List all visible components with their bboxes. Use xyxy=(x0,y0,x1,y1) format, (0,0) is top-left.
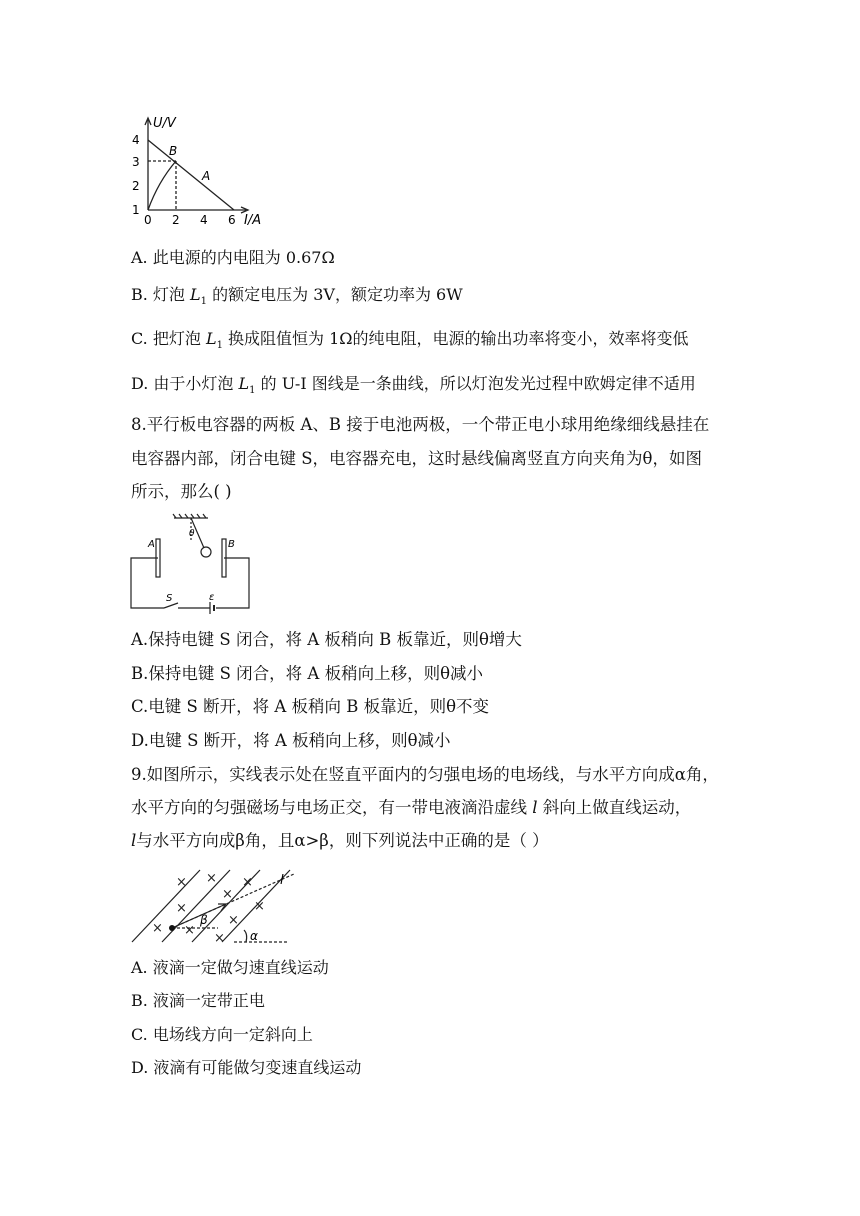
q9-stem-line2 xyxy=(131,798,691,818)
ui-graph-figure xyxy=(128,112,288,227)
q9-stem-line3-var: l xyxy=(131,831,137,850)
label-beta: β xyxy=(200,913,208,927)
q8-option-b: B.保持电键 S 闭合，将 A 板稍向上移，则θ减小 xyxy=(131,664,484,683)
charged-ball xyxy=(201,547,211,557)
q7-option-d-pre: D. 由于小灯泡 xyxy=(131,374,239,393)
q7-option-c-pre: C. 把灯泡 xyxy=(131,329,206,348)
alpha-arc xyxy=(244,930,247,942)
q9-stem-line3 xyxy=(131,831,549,851)
q7-option-b xyxy=(131,285,463,312)
q7-option-d-sub: 1 xyxy=(249,385,256,397)
cross: × xyxy=(214,931,225,946)
fig2-label-theta: θ xyxy=(189,529,195,539)
q8-option-a: A.保持电键 S 闭合，将 A 板稍向 B 板靠近，则θ增大 xyxy=(131,630,522,649)
wire-left xyxy=(131,558,164,608)
cross: × xyxy=(184,923,195,938)
q7-option-d-post: 的 U-I 图线是一条曲线，所以灯泡发光过程中欧姆定律不适用 xyxy=(255,374,696,393)
q7-option-c-var: L xyxy=(205,329,217,348)
cross: × xyxy=(176,901,187,916)
q7-option-b-post: 的额定电压为 3V，额定功率为 6W xyxy=(207,285,463,304)
q7-option-b-sub: 1 xyxy=(200,296,208,308)
wire-right xyxy=(216,558,249,608)
x-tick-0: 0 xyxy=(144,213,152,227)
q9-option-b: B. 液滴一定带正电 xyxy=(131,991,265,1010)
q8-option-d: D.电键 S 断开，将 A 板稍向上移，则θ减小 xyxy=(131,731,451,750)
q7-option-a: A. 此电源的内电阻为 0.67Ω xyxy=(131,248,335,267)
point-B-label: B xyxy=(169,144,178,158)
q7-option-b-var: L xyxy=(190,285,201,304)
q7-option-c-post: 换成阻值恒为 1Ω的纯电阻，电源的输出功率将变小，效率将变低 xyxy=(222,329,689,348)
crossed-fields-figure xyxy=(128,866,304,948)
q9-stem-line1: 9.如图所示，实线表示处在竖直平面内的匀强电场的电场线，与水平方向成α角， xyxy=(131,765,719,784)
droplet xyxy=(169,925,175,931)
q7-option-b-pre: B. 灯泡 xyxy=(131,285,191,304)
x-tick-4: 4 xyxy=(200,213,208,227)
curve-B xyxy=(148,161,176,210)
q9-stem-line2-pre: 水平方向的匀强磁场与电场正交，有一带电液滴沿虚线 xyxy=(131,798,533,817)
cross: × xyxy=(206,871,217,886)
q9-option-c: C. 电场线方向一定斜向上 xyxy=(131,1025,313,1044)
cross: × xyxy=(222,887,233,902)
y-tick-2: 2 xyxy=(132,179,140,193)
q8-stem-line1: 8.平行板电容器的两板 A、B 接于电池两极，一个带正电小球用绝缘细线悬挂在 xyxy=(131,415,710,434)
x-tick-6: 6 xyxy=(228,213,236,227)
y-axis-label: U/V xyxy=(153,116,176,131)
q7-option-d-var: L xyxy=(238,374,250,393)
x-axis-label: I/A xyxy=(244,213,262,227)
y-tick-3: 3 xyxy=(132,155,140,169)
label-alpha: α xyxy=(250,929,258,943)
q9-stem-line3-post: 与水平方向成β角，且α>β，则下列说法中正确的是（ ） xyxy=(136,831,549,850)
x-tick-2: 2 xyxy=(172,213,180,227)
fig2-label-S: S xyxy=(166,593,173,604)
q9-option-a: A. 液滴一定做匀速直线运动 xyxy=(131,958,329,977)
capacitor-circuit-figure xyxy=(128,512,252,614)
q9-stem-line2-var: l xyxy=(532,798,538,817)
q9-option-d: D. 液滴有可能做匀变速直线运动 xyxy=(131,1058,362,1077)
y-tick-1: 1 xyxy=(132,203,140,217)
line-A-label: A xyxy=(202,169,211,183)
fig2-label-A: A xyxy=(148,539,155,550)
cross: × xyxy=(152,921,163,936)
cross: × xyxy=(228,913,239,928)
line-A xyxy=(148,140,234,210)
cross: × xyxy=(254,899,265,914)
fig2-label-eps: ε xyxy=(209,592,215,603)
fig2-label-B: B xyxy=(228,539,235,550)
q8-stem-line2: 电容器内部，闭合电键 S，电容器充电，这时悬线偏离竖直方向夹角为θ，如图 xyxy=(131,449,702,468)
q7-option-c xyxy=(131,329,689,356)
q8-stem-line3: 所示，那么( ) xyxy=(131,482,232,501)
y-tick-4: 4 xyxy=(132,133,140,147)
cross: × xyxy=(176,875,187,890)
q7-option-d xyxy=(131,374,696,401)
cross: × xyxy=(242,875,253,890)
label-l: l xyxy=(280,873,284,888)
q7-option-c-sub: 1 xyxy=(216,340,223,352)
q8-option-c: C.电键 S 断开，将 A 板稍向 B 板靠近，则θ不变 xyxy=(131,697,490,716)
q9-stem-line2-post: 斜向上做直线运动， xyxy=(537,798,692,817)
